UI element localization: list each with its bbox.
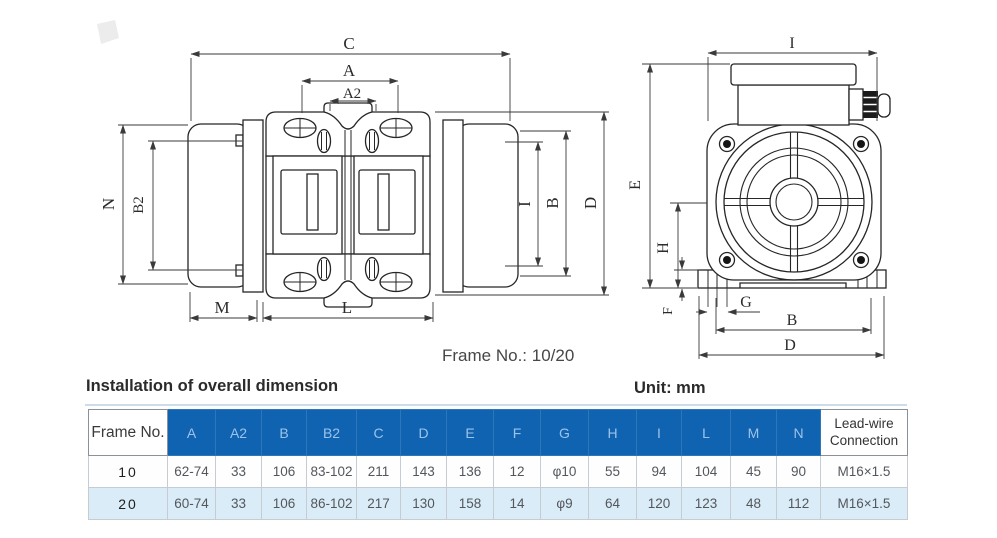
column-header-h: H — [589, 410, 637, 456]
bolt — [723, 256, 731, 264]
value-cell: φ10 — [541, 456, 589, 488]
dim-label-A2: A2 — [342, 86, 362, 102]
value-cell: 143 — [401, 456, 447, 488]
value-cell: 55 — [589, 456, 637, 488]
value-cell: 158 — [447, 488, 494, 520]
value-cell: 86-102 — [307, 488, 357, 520]
frame-no-caption: Frame No.: 10/20 — [442, 346, 575, 365]
table-row — [89, 456, 908, 488]
column-header-n: N — [777, 410, 821, 456]
column-header-b: B — [262, 410, 307, 456]
value-cell: 106 — [262, 488, 307, 520]
top-view-drawing — [85, 8, 615, 343]
value-cell: 48 — [731, 488, 777, 520]
gland-end — [878, 94, 890, 117]
terminal-box — [738, 85, 849, 125]
left-weight-bar — [307, 174, 318, 230]
dim-label-F: F — [661, 307, 676, 315]
column-header-a2: A2 — [216, 410, 262, 456]
value-cell: 217 — [357, 488, 401, 520]
column-header-lead-wire-connection: Lead-wire Connection — [821, 410, 908, 456]
dim-label-C: C — [343, 34, 355, 53]
value-cell: 83-102 — [307, 456, 357, 488]
value-cell: 106 — [262, 456, 307, 488]
value-cell: 90 — [777, 456, 821, 488]
column-header-i: I — [637, 410, 682, 456]
dim-label-B2: B2 — [131, 196, 147, 214]
dim-label-E: E — [627, 180, 644, 190]
table-top-rule — [85, 404, 907, 406]
value-cell: 112 — [777, 488, 821, 520]
dim-label-D: D — [581, 196, 600, 210]
value-cell: 211 — [357, 456, 401, 488]
bolt-nub — [236, 265, 243, 276]
dim-label-I: I — [789, 35, 795, 52]
table-header — [89, 410, 908, 456]
table-body — [89, 456, 908, 520]
table-header-row — [89, 410, 908, 456]
value-cell: 104 — [682, 456, 731, 488]
motor-top-view-body — [188, 103, 518, 307]
value-cell: 123 — [682, 488, 731, 520]
dim-label-H: H — [655, 242, 672, 254]
value-cell: 45 — [731, 456, 777, 488]
value-cell: 62-74 — [168, 456, 216, 488]
column-header-e: E — [447, 410, 494, 456]
left-end-cap — [188, 124, 250, 287]
table-row — [89, 488, 908, 520]
installation-caption: Installation of overall dimension — [86, 377, 339, 395]
dim-label-N: N — [99, 197, 118, 211]
bolt-slot-vertical — [366, 258, 379, 281]
end-view-drawing — [620, 5, 995, 370]
value-cell: φ9 — [541, 488, 589, 520]
dim-label-A: A — [342, 61, 356, 80]
column-header-g: G — [541, 410, 589, 456]
bolt-slot-vertical — [318, 130, 331, 153]
dim-label-B: B — [786, 312, 798, 329]
frame-no-cell: 20 — [89, 488, 168, 520]
column-header-b2: B2 — [307, 410, 357, 456]
column-header-c: C — [357, 410, 401, 456]
column-header-a: A — [168, 410, 216, 456]
value-cell: 33 — [216, 456, 262, 488]
column-header-m: M — [731, 410, 777, 456]
dim-label-M: M — [214, 298, 230, 317]
column-header-d: D — [401, 410, 447, 456]
unit-caption: Unit: mm — [634, 379, 706, 397]
left-flange — [243, 120, 263, 292]
bolt — [857, 256, 865, 264]
value-cell: 94 — [637, 456, 682, 488]
scan-smudge — [97, 20, 119, 44]
terminal-box-cap — [731, 64, 856, 85]
right-flange — [443, 120, 463, 292]
bolt — [723, 140, 731, 148]
value-cell: 12 — [494, 456, 541, 488]
bolt-slot-vertical — [366, 130, 379, 153]
motor-end-view-body — [698, 64, 890, 288]
dimension-table — [88, 409, 908, 520]
dim-label-G: G — [740, 294, 752, 311]
dim-label-L: L — [341, 298, 353, 317]
column-header-frame-no-: Frame No. — [89, 410, 168, 456]
bolt-nub — [236, 135, 243, 146]
value-cell: 120 — [637, 488, 682, 520]
column-header-f: F — [494, 410, 541, 456]
column-header-l: L — [682, 410, 731, 456]
value-cell: M16×1.5 — [821, 456, 908, 488]
value-cell: 60-74 — [168, 488, 216, 520]
dim-label-I: I — [515, 201, 534, 207]
right-end-cap — [456, 124, 518, 287]
value-cell: 130 — [401, 488, 447, 520]
value-cell: 64 — [589, 488, 637, 520]
bolt-slot-vertical — [318, 258, 331, 281]
value-cell: M16×1.5 — [821, 488, 908, 520]
bolt — [857, 140, 865, 148]
gland-neck — [849, 89, 863, 120]
value-cell: 14 — [494, 488, 541, 520]
value-cell: 136 — [447, 456, 494, 488]
frame-no-cell: 10 — [89, 456, 168, 488]
value-cell: 33 — [216, 488, 262, 520]
right-weight-bar — [378, 174, 389, 230]
dim-label-D: D — [784, 337, 796, 354]
dim-label-B: B — [543, 197, 562, 209]
